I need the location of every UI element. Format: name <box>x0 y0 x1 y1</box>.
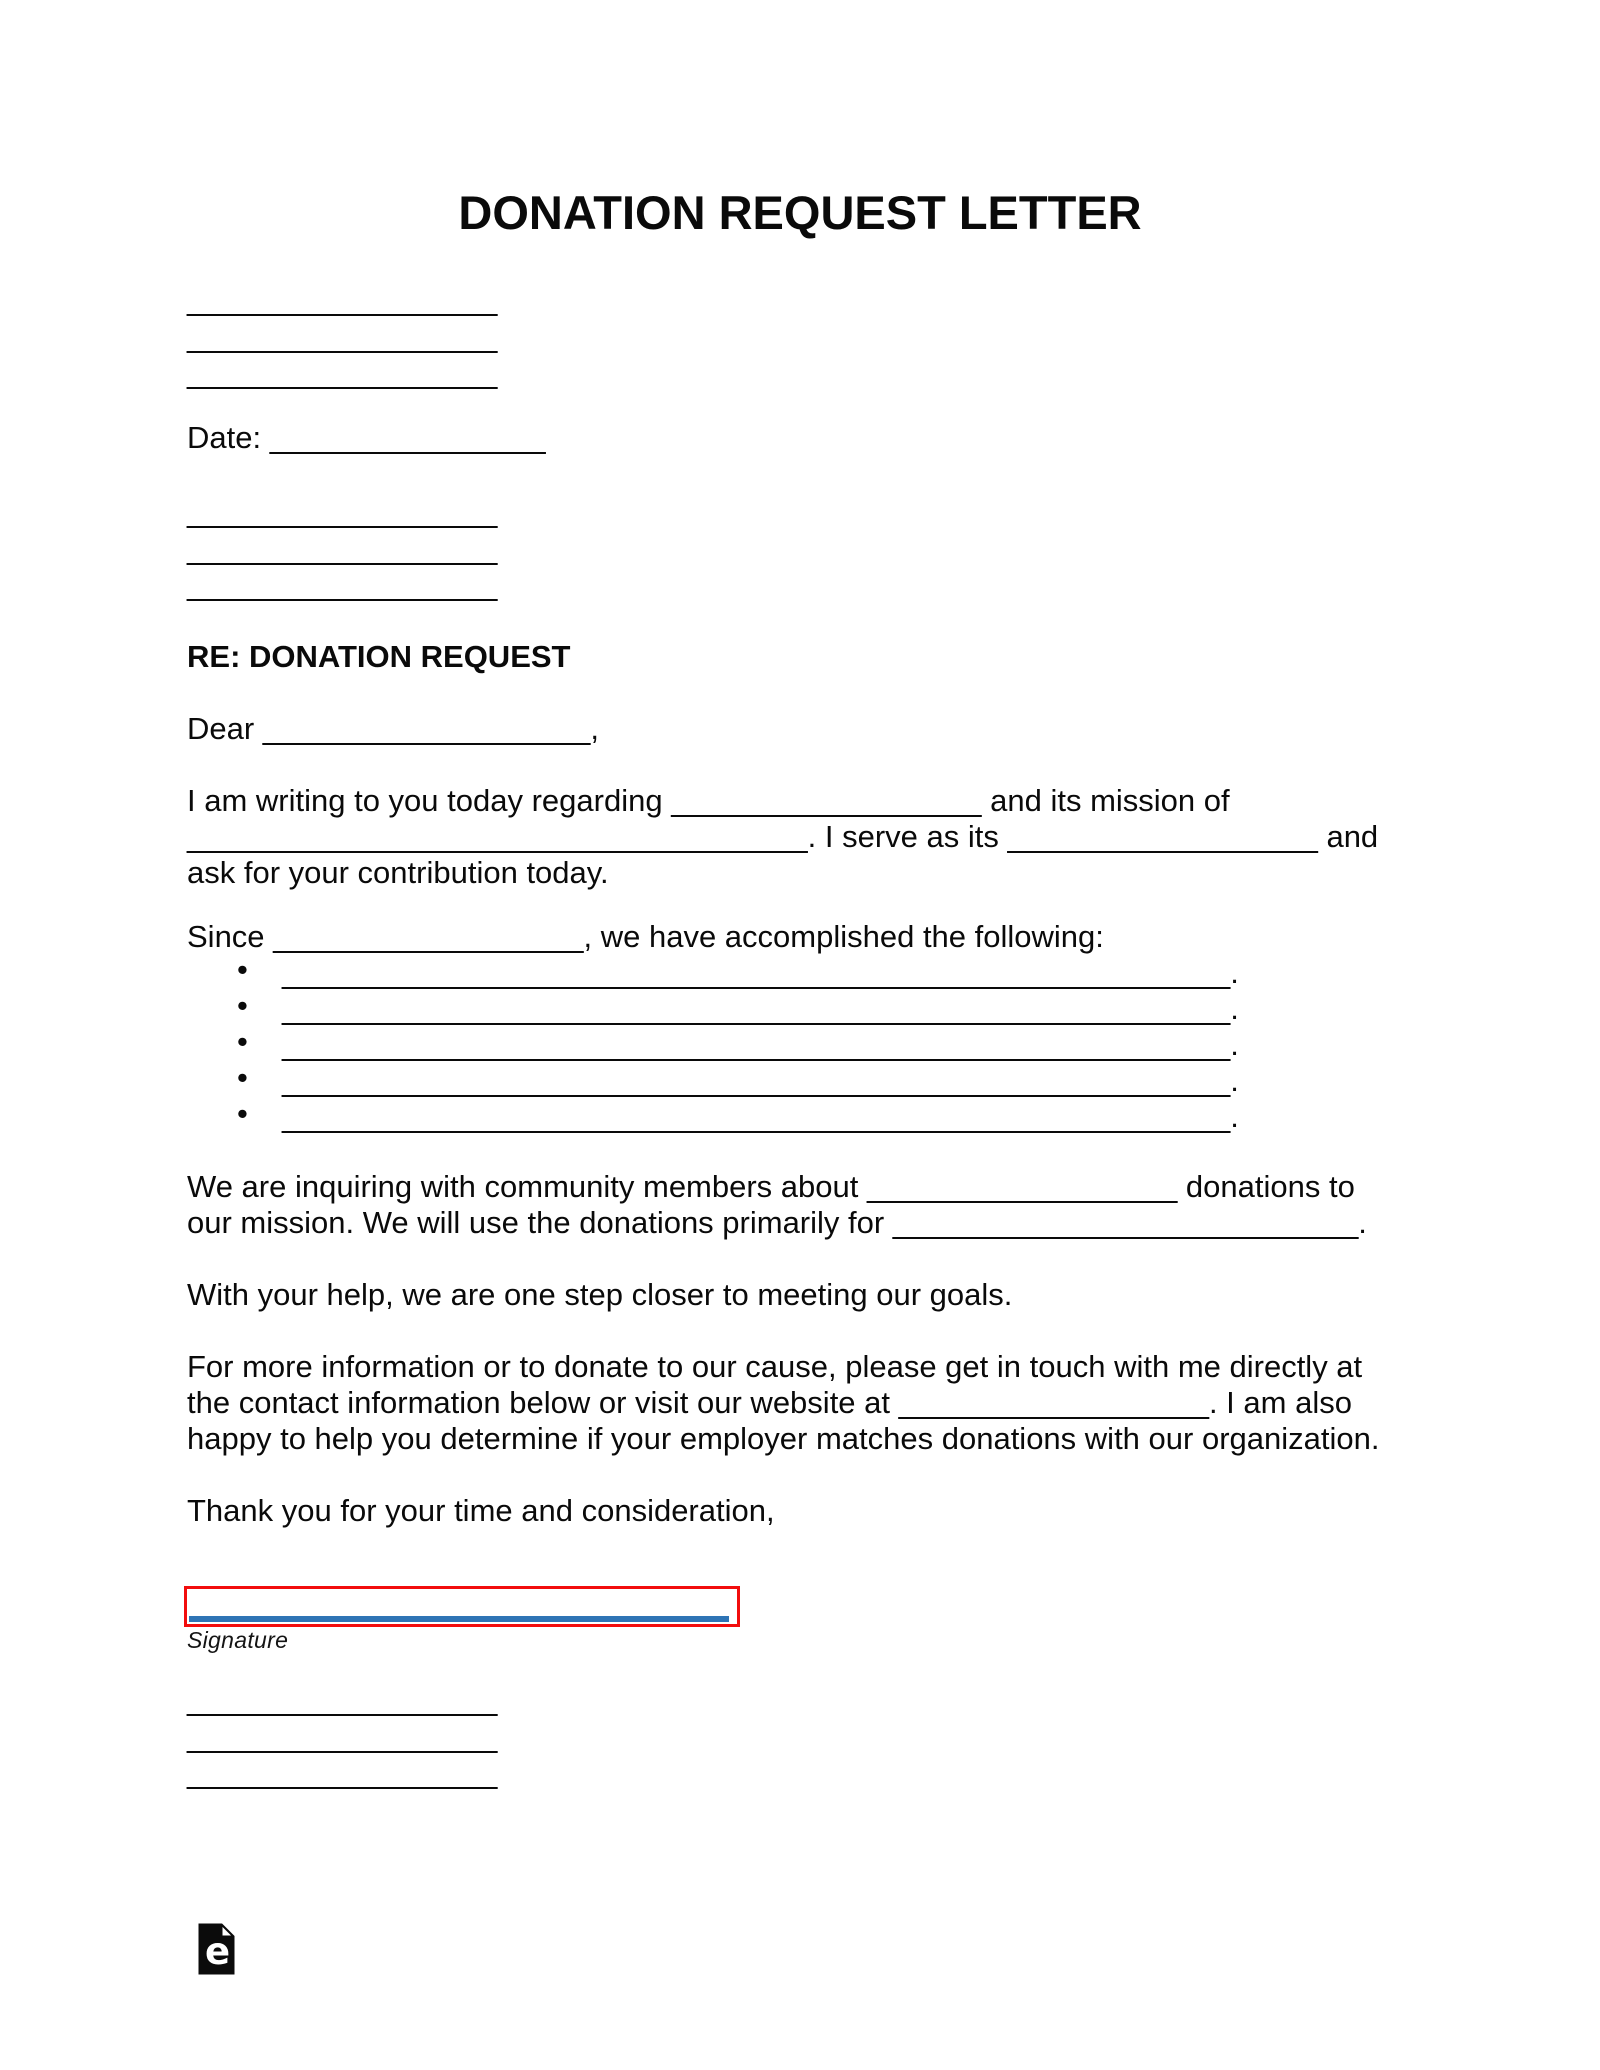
bottom-contact-block <box>187 1682 497 1792</box>
page-title: DONATION REQUEST LETTER <box>458 186 1142 239</box>
recipient-address-line: __________________ <box>187 530 498 566</box>
contact-paragraph-line: the contact information below or visit our website at __________________. I am also <box>187 1385 1352 1420</box>
contact-paragraph-line: happy to help you determine if your employer matches donations with our organization. <box>187 1421 1380 1456</box>
sender-address-block <box>187 282 497 392</box>
recipient-address-block <box>187 494 497 604</box>
accomplishment-blank: _______________________________________________________. <box>282 1027 1239 1062</box>
sender-address-line: __________________ <box>187 282 498 317</box>
salutation: Dear ___________________, <box>187 711 599 746</box>
bullet-icon: • <box>237 952 248 987</box>
bottom-contact-line: __________________ <box>187 1682 498 1717</box>
signature-field[interactable] <box>184 1586 740 1627</box>
intro-paragraph-line: ____________________________________. I serve as its __________________ and <box>187 819 1379 854</box>
signature-label: Signature <box>187 1627 289 1653</box>
subject-line: RE: DONATION REQUEST <box>187 639 571 674</box>
bottom-contact-line: __________________ <box>187 1755 498 1790</box>
bullet-icon: • <box>237 988 248 1023</box>
sender-address-line: __________________ <box>187 318 498 354</box>
sender-address-line: __________________ <box>187 355 498 390</box>
accomplishment-blank: _______________________________________________________. <box>282 1063 1239 1098</box>
intro-paragraph-line: ask for your contribution today. <box>187 855 609 890</box>
date-line: Date: ________________ <box>187 420 546 455</box>
logo-letter: e <box>205 1930 231 1973</box>
accomplishment-blank: _______________________________________________________. <box>282 991 1239 1026</box>
document-icon <box>198 1923 235 1975</box>
donations-paragraph <box>187 1169 1367 1241</box>
intro-paragraph <box>187 783 1378 891</box>
closing-line: Thank you for your time and consideration, <box>187 1493 775 1528</box>
recipient-address-line: __________________ <box>187 494 498 529</box>
goals-line: With your help, we are one step closer to meeting our goals. <box>187 1277 1013 1312</box>
donations-paragraph-line: our mission. We will use the donations primarily for ___________________________. <box>187 1205 1367 1240</box>
bullet-icon: • <box>237 1096 248 1131</box>
since-line: Since __________________, we have accomplished the following: <box>187 919 1104 954</box>
accomplishment-blank: _______________________________________________________. <box>282 955 1239 990</box>
donations-paragraph-line: We are inquiring with community members about __________________ donations to <box>187 1169 1355 1204</box>
contact-paragraph-line: For more information or to donate to our cause, please get in touch with me directly at <box>187 1349 1363 1384</box>
bullet-icon: • <box>237 1024 248 1059</box>
recipient-address-line: __________________ <box>187 567 498 602</box>
bottom-contact-line: __________________ <box>187 1718 498 1754</box>
intro-paragraph-line: I am writing to you today regarding __________________ and its mission of <box>187 783 1230 818</box>
signature-field-line <box>189 1616 729 1622</box>
contact-paragraph <box>187 1349 1379 1457</box>
eforms-logo <box>198 1923 235 1980</box>
bullet-icon: • <box>237 1060 248 1095</box>
accomplishment-blank: _______________________________________________________. <box>282 1099 1239 1134</box>
